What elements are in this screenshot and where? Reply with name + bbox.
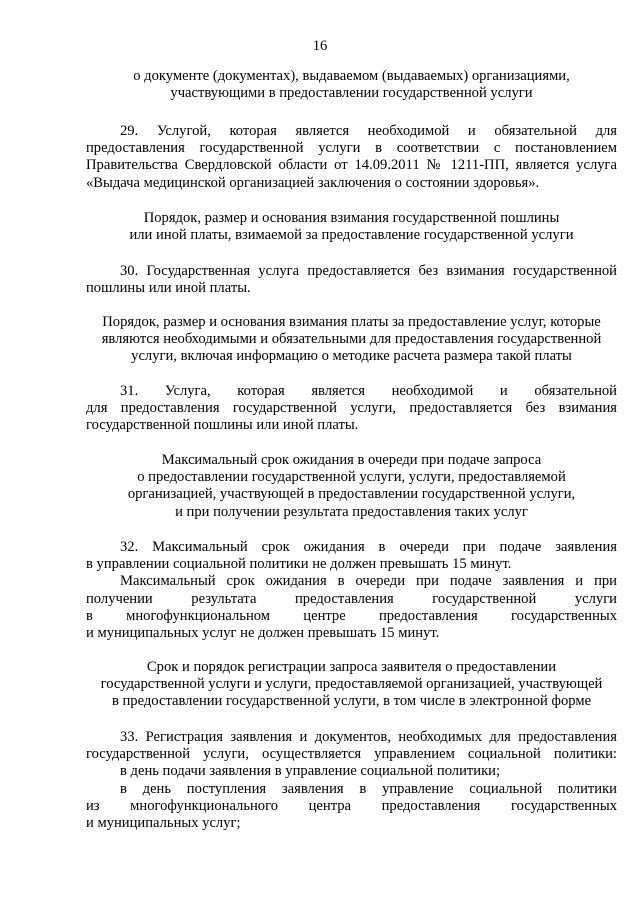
paragraph: [86, 263, 617, 297]
text-line: в предоставлении государственной услуги, в том числе в электронной форме: [111, 693, 592, 710]
paragraph: [86, 123, 617, 192]
text-line: из многофункционального центра предоставления государственных: [86, 797, 617, 814]
text-line: 31. Услуга, которая является необходимой и обязательной: [120, 383, 617, 399]
text-line: Срок и порядок регистрации запроса заявителя о предоставлении: [146, 659, 557, 675]
text-line: услуги, включая информацию о методике расчета размера такой платы: [131, 348, 572, 365]
text-line: в день поступления заявления в управление социальной политики: [120, 780, 617, 797]
text-line: Порядок, размер и основания взимания государственной пошлины: [143, 210, 560, 226]
text-line: 29. Услугой, которая является необходимой и обязательной для: [120, 123, 617, 139]
text-line: в многофункциональном центре предоставления государственных: [86, 607, 617, 624]
text-line: участвующими в предоставлении государственной услуги: [170, 85, 533, 102]
text-line: 32. Максимальный срок ожидания в очереди при подаче заявления: [120, 539, 617, 555]
paragraph: [86, 383, 617, 435]
text-line: о документе (документах), выдаваемом (выдаваемых) организациями,: [133, 68, 570, 84]
text-line: получении результата предоставления государственной услуги: [86, 590, 617, 607]
text-line: 33. Регистрация заявления и документов, необходимых для предоставления: [120, 729, 617, 745]
text-line: в день подачи заявления в управление социальной политики;: [120, 763, 501, 780]
page-number: 16: [312, 38, 328, 54]
section-heading: [86, 452, 617, 521]
section-heading: [86, 659, 617, 711]
text-line: Максимальный срок ожидания в очереди при подаче запроса: [161, 452, 542, 468]
text-line: Максимальный срок ожидания в очереди при подаче заявления и при: [120, 573, 617, 590]
text-line: Правительства Свердловской области от 14.09.2011 № 1211-ПП, является услуга: [86, 157, 617, 174]
text-line: и муниципальных услуг;: [86, 814, 241, 831]
text-line: государственной пошлины или иной платы.: [86, 417, 359, 434]
text-line: для предоставления государственной услуги, предоставляется без взимания: [86, 400, 617, 417]
text-line: и муниципальных услуг не должен превышать 15 минут.: [86, 624, 440, 641]
text-line: организацией, участвующей в предоставлении государственной услуги,: [127, 486, 576, 503]
text-line: Порядок, размер и основания взимания платы за предоставление услуг, которые: [102, 314, 601, 330]
text-line: предоставления государственной услуги в соответствии с постановлением: [86, 140, 617, 157]
text-line: о предоставлении государственной услуги, услуги, предоставляемой: [137, 469, 566, 486]
section-heading: [86, 68, 617, 102]
text-line: 30. Государственная услуга предоставляется без взимания государственной: [120, 263, 617, 279]
paragraph: [86, 539, 617, 642]
text-line: или иной платы, взимаемой за предоставление государственной услуги: [129, 227, 574, 244]
section-heading: [86, 314, 617, 366]
text-line: в управлении социальной политики не должен превышать 15 минут.: [86, 556, 512, 573]
text-line: являются необходимыми и обязательными для предоставления государственной: [101, 331, 602, 348]
paragraph: [86, 729, 617, 832]
text-line: и при получении результата предоставления таких услуг: [175, 503, 528, 520]
text-line: государственной услуги, осуществляется управлением социальной политики:: [86, 746, 617, 763]
text-line: «Выдача медицинской организацией заключения о состоянии здоровья».: [86, 174, 540, 191]
text-line: пошлины или иной платы.: [86, 280, 251, 297]
section-heading: [86, 210, 617, 244]
text-line: государственной услуги и услуги, предоставляемой организацией, участвующей: [100, 676, 603, 693]
